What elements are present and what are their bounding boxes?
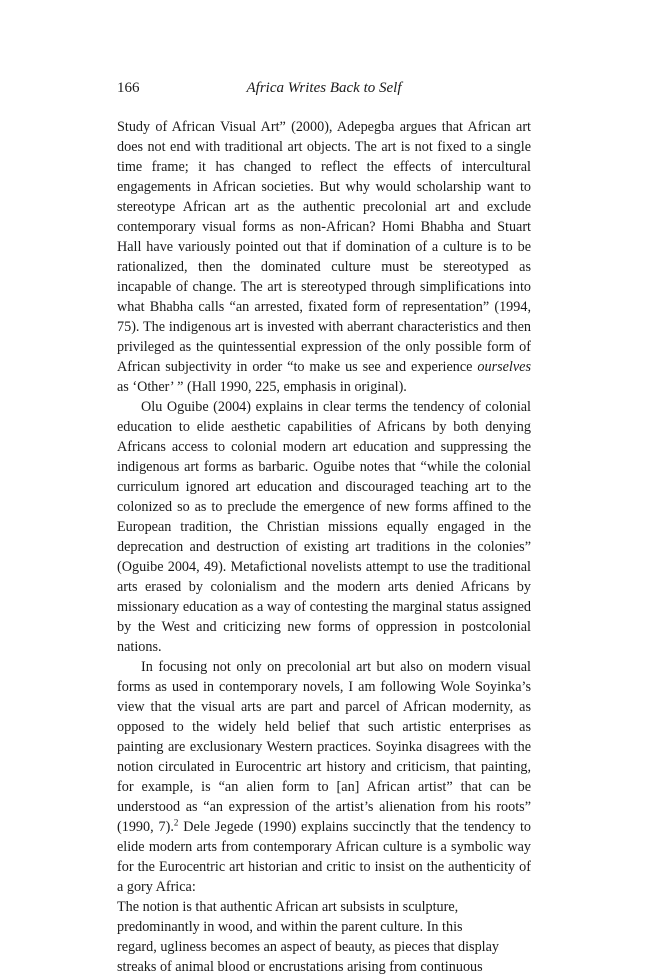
paragraph — [117, 657, 531, 897]
paragraph-text-continued: Dele Jegede (1990) explains succinctly that the tendency to elide modern arts from contemporary African culture is a symbolic way for the Eurocentric art historian and critic to insist on the authenticity of a gory Africa: — [117, 819, 531, 895]
block-quote: The notion is that authentic African art subsists in sculpture, predominantly in wood, and within the parent culture. In this regard, ugliness becomes an aspect of beauty, as pieces that display streaks of animal blood or encrustations arising from continuous — [117, 899, 500, 975]
page-number: 166 — [117, 80, 140, 96]
body-text — [117, 117, 531, 977]
running-title: Africa Writes Back to Self — [246, 80, 402, 96]
paragraph-text: Olu Oguibe (2004) explains in clear terms the tendency of colonial education to elide aesthetic capabilities of Africans by both denying Africans access to colonial modern art education and suppressing the indigenous art forms as barbaric. Oguibe notes that “while the colonial curriculum ignored art education and discouraged teaching art to the colonized so as to preclude the emergence of new forms affined to the European tradition, the Christian missions equally engaged in the deprecation and destruction of existing art traditions in the colonies” (Oguibe 2004, 49). Metafictional novelists attempt to use the traditional arts erased by colonialism and the modern arts denied Africans by missionary education as a way of contesting the marginal status assigned by the West and criticizing new forms of oppression in postcolonial nations. — [117, 399, 531, 655]
paragraph-text-continued: as ‘Other’ ” (Hall 1990, 225, emphasis in original). — [117, 379, 407, 395]
paragraph — [117, 397, 531, 657]
footnote-marker[interactable]: 2 — [173, 817, 179, 828]
paragraph-text: Study of African Visual Art” (2000), Adepegba argues that African art does not end with traditional art objects. The art is not fixed to a single time frame; it has changed to reflect the effects of intercultural engagements in African societies. But why would scholarship want to stereotype African art as the authentic precolonial art and exclude contemporary visual forms as non-African? Homi Bhabha and Stuart Hall have variously pointed out that if domination of a culture is to be rationalized, then the dominated culture must be stereotyped as incapable of change. The art is stereotyped through simplifications into what Bhabha calls “an arrested, fixated form of representation” (1994, 75). The indigenous art is invested with aberrant characteristics and then privileged as the quintessential expression of the only possible form of African subjectivity in order “to make us see and experience — [117, 119, 531, 375]
italic-emphasis: ourselves — [477, 359, 531, 375]
paragraph — [117, 117, 531, 397]
paragraph-text: In focusing not only on precolonial art but also on modern visual forms as used in contemporary novels, I am following Wole Soyinka’s view that the visual arts are part and parcel of African modernity, as opposed to the widely held belief that such artistic enterprises as painting are exclusionary Western practices. Soyinka disagrees with the notion circulated in Eurocentric art history and criticism, that painting, for example, is “an alien form to [an] African artist” that can be understood as “an expression of the artist’s alienation from his roots” (1990, 7). — [117, 659, 531, 835]
running-header — [117, 80, 531, 102]
